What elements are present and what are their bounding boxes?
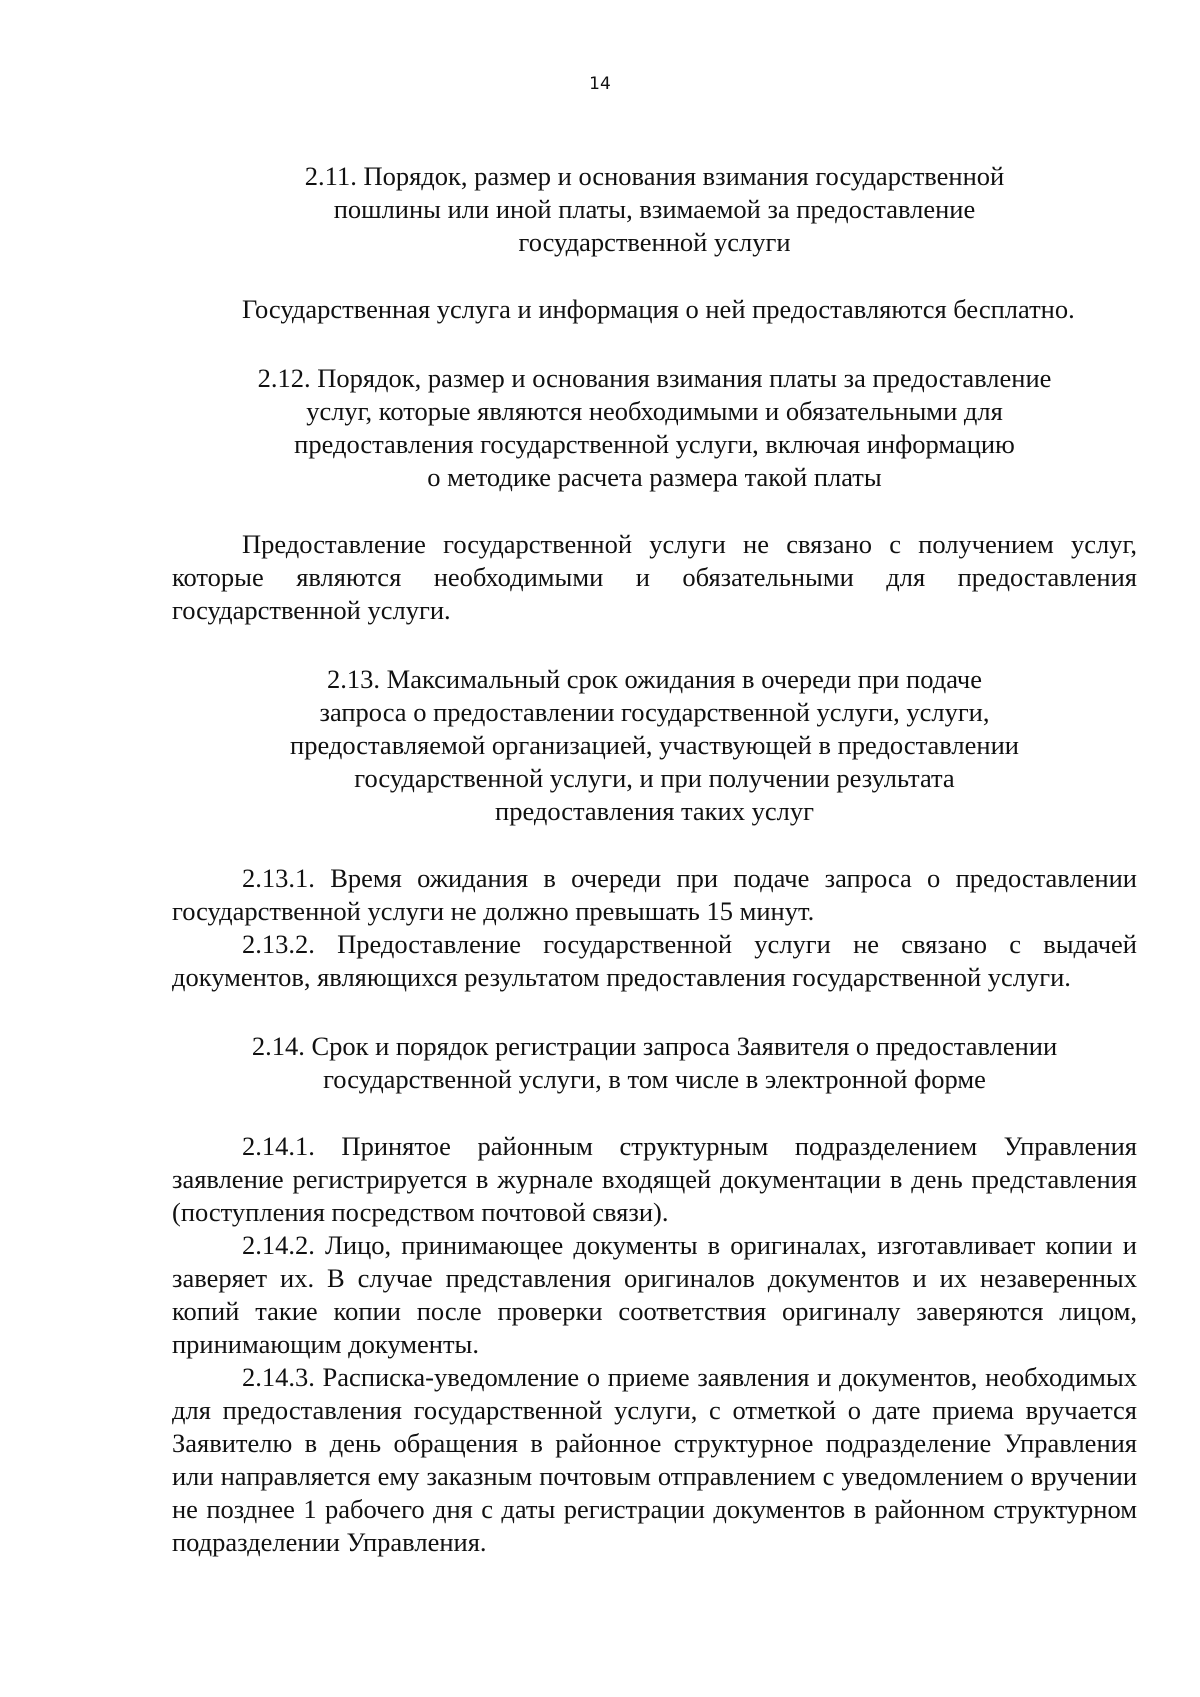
heading-line: государственной услуги (518, 227, 791, 257)
heading-line: предоставляемой организацией, участвующей в предоставлении (290, 730, 1019, 760)
heading-line: 2.12. Порядок, размер и основания взимания платы за предоставление (257, 363, 1052, 393)
section-2-11-heading (172, 160, 1137, 259)
paragraph: 2.14.1. Принятое районным структурным подразделением Управления заявление регистрируется в журнале входящей документации в день представления (поступления посредством почтовой связи). (172, 1131, 1137, 1227)
section-2-13-heading (172, 663, 1137, 828)
section-2-12-body (172, 528, 1137, 627)
section-2-14-body (172, 1130, 1137, 1559)
document-body (172, 160, 1137, 1595)
heading-line: 2.11. Порядок, размер и основания взимания государственной (304, 161, 1005, 191)
paragraph: Государственная услуга и информация о ней предоставляются бесплатно. (242, 294, 1075, 324)
heading-line: предоставления государственной услуги, включая информацию (294, 429, 1015, 459)
heading-line: услуг, которые являются необходимыми и обязательными для (306, 396, 1003, 426)
heading-line: запроса о предоставлении государственной услуги, услуги, (319, 697, 990, 727)
heading-line: о методике расчета размера такой платы (427, 462, 882, 492)
heading-line: государственной услуги, в том числе в электронной форме (323, 1064, 986, 1094)
heading-line: 2.13. Максимальный срок ожидания в очереди при подаче (327, 664, 982, 694)
paragraph: 2.13.2. Предоставление государственной услуги не связано с выдачей документов, являющихся результатом предоставления государственной услуги. (172, 929, 1137, 992)
section-2-13-body (172, 862, 1137, 994)
section-2-14-heading (172, 1030, 1137, 1096)
heading-line: предоставления таких услуг (495, 796, 814, 826)
paragraph: 2.14.2. Лицо, принимающее документы в оригиналах, изготавливает копии и заверяет их. В случае представления оригиналов документов и их незаверенных копий такие копии после проверки соответствия оригиналу заверяются лицом, принимающим документы. (172, 1230, 1137, 1359)
heading-line: пошлины или иной платы, взимаемой за предоставление (333, 194, 976, 224)
section-2-12-heading (172, 362, 1137, 494)
paragraph: 2.13.1. Время ожидания в очереди при подаче запроса о предоставлении государственной услуги не должно превышать 15 минут. (172, 863, 1137, 926)
section-2-11-body (172, 293, 1137, 326)
heading-line: государственной услуги, и при получении результата (354, 763, 955, 793)
heading-line: 2.14. Срок и порядок регистрации запроса Заявителя о предоставлении (251, 1031, 1058, 1061)
paragraph: 2.14.3. Расписка-уведомление о приеме заявления и документов, необходимых для предоставления государственной услуги, с отметкой о дате приема вручается Заявителю в день обращения в районное структурное подразделение Управления или направляется ему заказным почтовым отправлением с уведомлением о вручении не позднее 1 рабочего дня с даты регистрации документов в районном структурном подразделении Управления. (172, 1362, 1137, 1557)
paragraph: Предоставление государственной услуги не связано с получением услуг, которые являются необходимыми и обязательными для предоставления государственной услуги. (172, 529, 1137, 625)
page-number: 14 (589, 74, 611, 94)
